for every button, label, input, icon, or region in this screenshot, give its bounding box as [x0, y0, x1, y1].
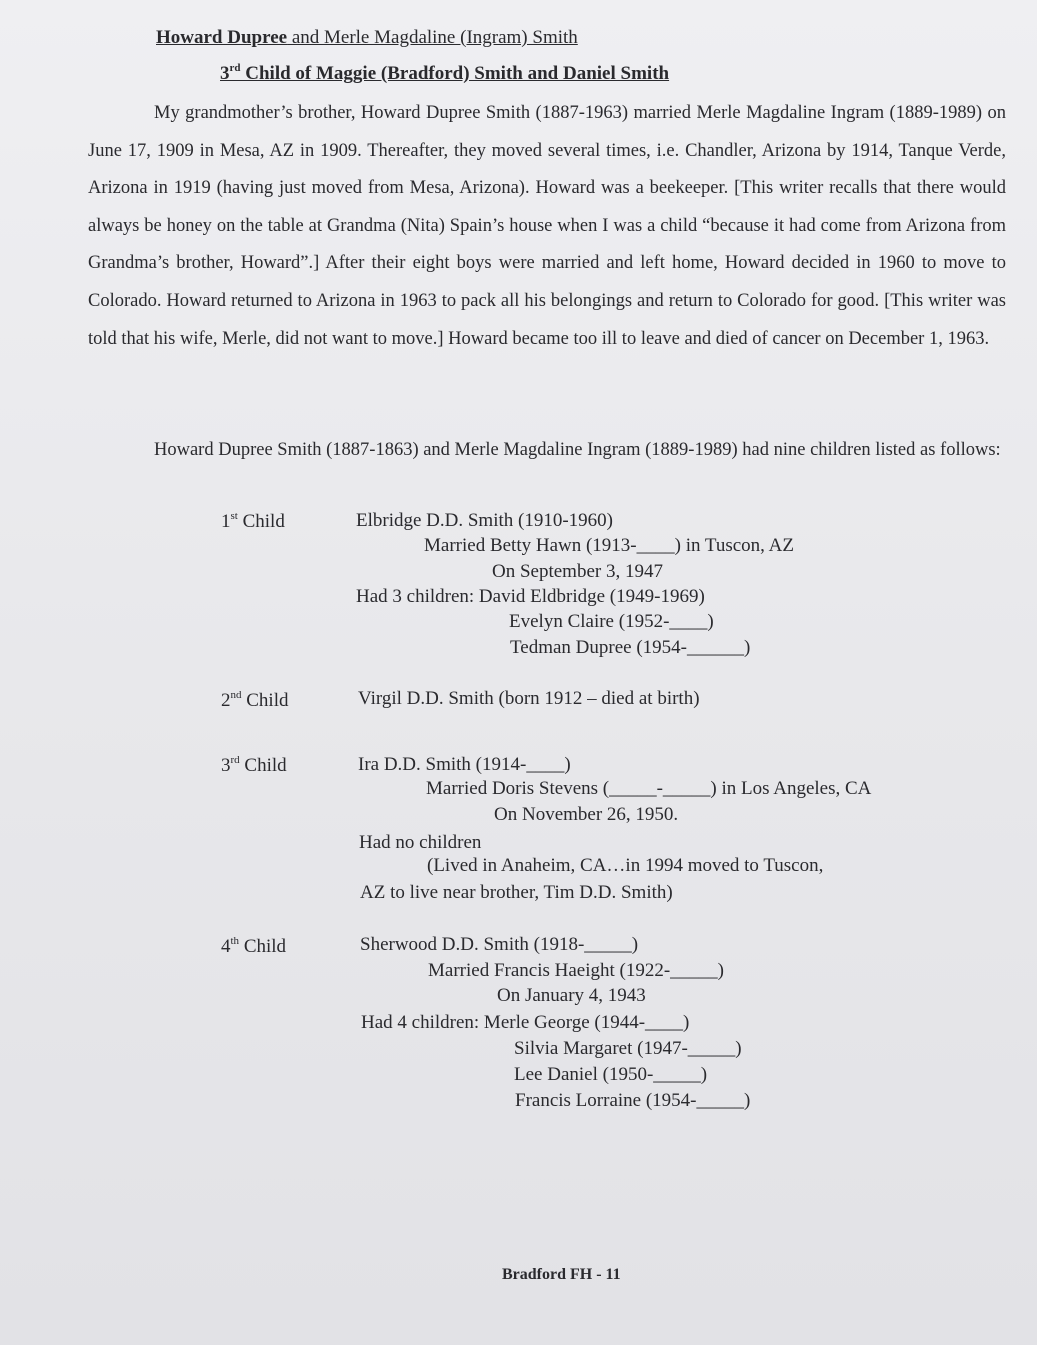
child-label-4: 4th Child	[221, 934, 287, 957]
child-3-marriage: Married Doris Stevens (_____-_____) in Los Angeles, CA	[426, 778, 872, 799]
child-4-grandchild: Silvia Margaret (1947-_____)	[514, 1038, 742, 1059]
child-4-name: Sherwood D.D. Smith (1918-_____)	[360, 934, 639, 955]
child-4-grandchild: Francis Lorraine (1954-_____)	[515, 1090, 751, 1111]
child-1-marriage: Married Betty Hawn (1913-____) in Tuscon, AZ	[424, 535, 794, 556]
page-footer: Bradford FH - 11	[502, 1266, 621, 1283]
child-4-marriage-date: On January 4, 1943	[497, 985, 646, 1006]
child-1-grandchild: Evelyn Claire (1952-____)	[509, 611, 714, 632]
child-4-children: Had 4 children: Merle George (1944-____)	[361, 1012, 690, 1033]
paragraph-children-intro: Howard Dupree Smith (1887-1863) and Merle Magdaline Ingram (1889-1989) had nine children listed as follows:	[154, 440, 1001, 460]
child-4-grandchild: Lee Daniel (1950-_____)	[514, 1064, 708, 1085]
child-1-name: Elbridge D.D. Smith (1910-1960)	[356, 510, 614, 531]
paragraph-history: My grandmother’s brother, Howard Dupree Smith (1887-1963) married Merle Magdaline Ingram (1889-1989) on June 17, 1909 in Mesa, AZ in 1909. Thereafter, they moved several times, i.e. Chandler, Arizona by 1914, Tanque Verde, Arizona in 1919 (having just moved from Mesa, Arizona). Howard was a beekeeper. [This writer recalls that there would always be honey on the table at Grandma (Nita) Spain’s house when I was a child “because it had come from Arizona from Grandma’s brother, Howard”.] After their eight boys were married and left home, Howard decided in 1960 to move to Colorado. Howard returned to Arizona in 1963 to pack all his belongings and return to Colorado for good. [This writer was told that his wife, Merle, did not want to move.] Howard became too ill to leave and died of cancer on December 1, 1963.	[88, 103, 1006, 349]
child-label-3: 3rd Child	[221, 753, 287, 776]
child-3-children: Had no children	[359, 832, 482, 853]
child-2-name: Virgil D.D. Smith (born 1912 – died at birth)	[358, 688, 700, 709]
child-label-1: 1st Child	[221, 509, 285, 532]
child-1-children: Had 3 children: David Eldbridge (1949-1969)	[356, 586, 705, 607]
child-3-note: AZ to live near brother, Tim D.D. Smith)	[360, 882, 673, 903]
child-3-name: Ira D.D. Smith (1914-____)	[358, 754, 571, 775]
child-4-marriage: Married Francis Haeight (1922-_____)	[428, 960, 725, 981]
title-rest: and Merle Magdaline (Ingram) Smith	[287, 27, 578, 48]
child-3-note: (Lived in Anaheim, CA…in 1994 moved to Tuscon,	[427, 855, 824, 876]
document-subtitle: 3rd Child of Maggie (Bradford) Smith and Daniel Smith	[220, 61, 670, 84]
child-1-marriage-date: On September 3, 1947	[492, 561, 663, 582]
child-3-marriage-date: On November 26, 1950.	[494, 804, 679, 825]
document-title	[156, 27, 578, 49]
child-label-2: 2nd Child	[221, 688, 289, 711]
child-1-grandchild: Tedman Dupree (1954-______)	[510, 637, 751, 658]
title-bold-name: Howard Dupree	[156, 27, 288, 48]
